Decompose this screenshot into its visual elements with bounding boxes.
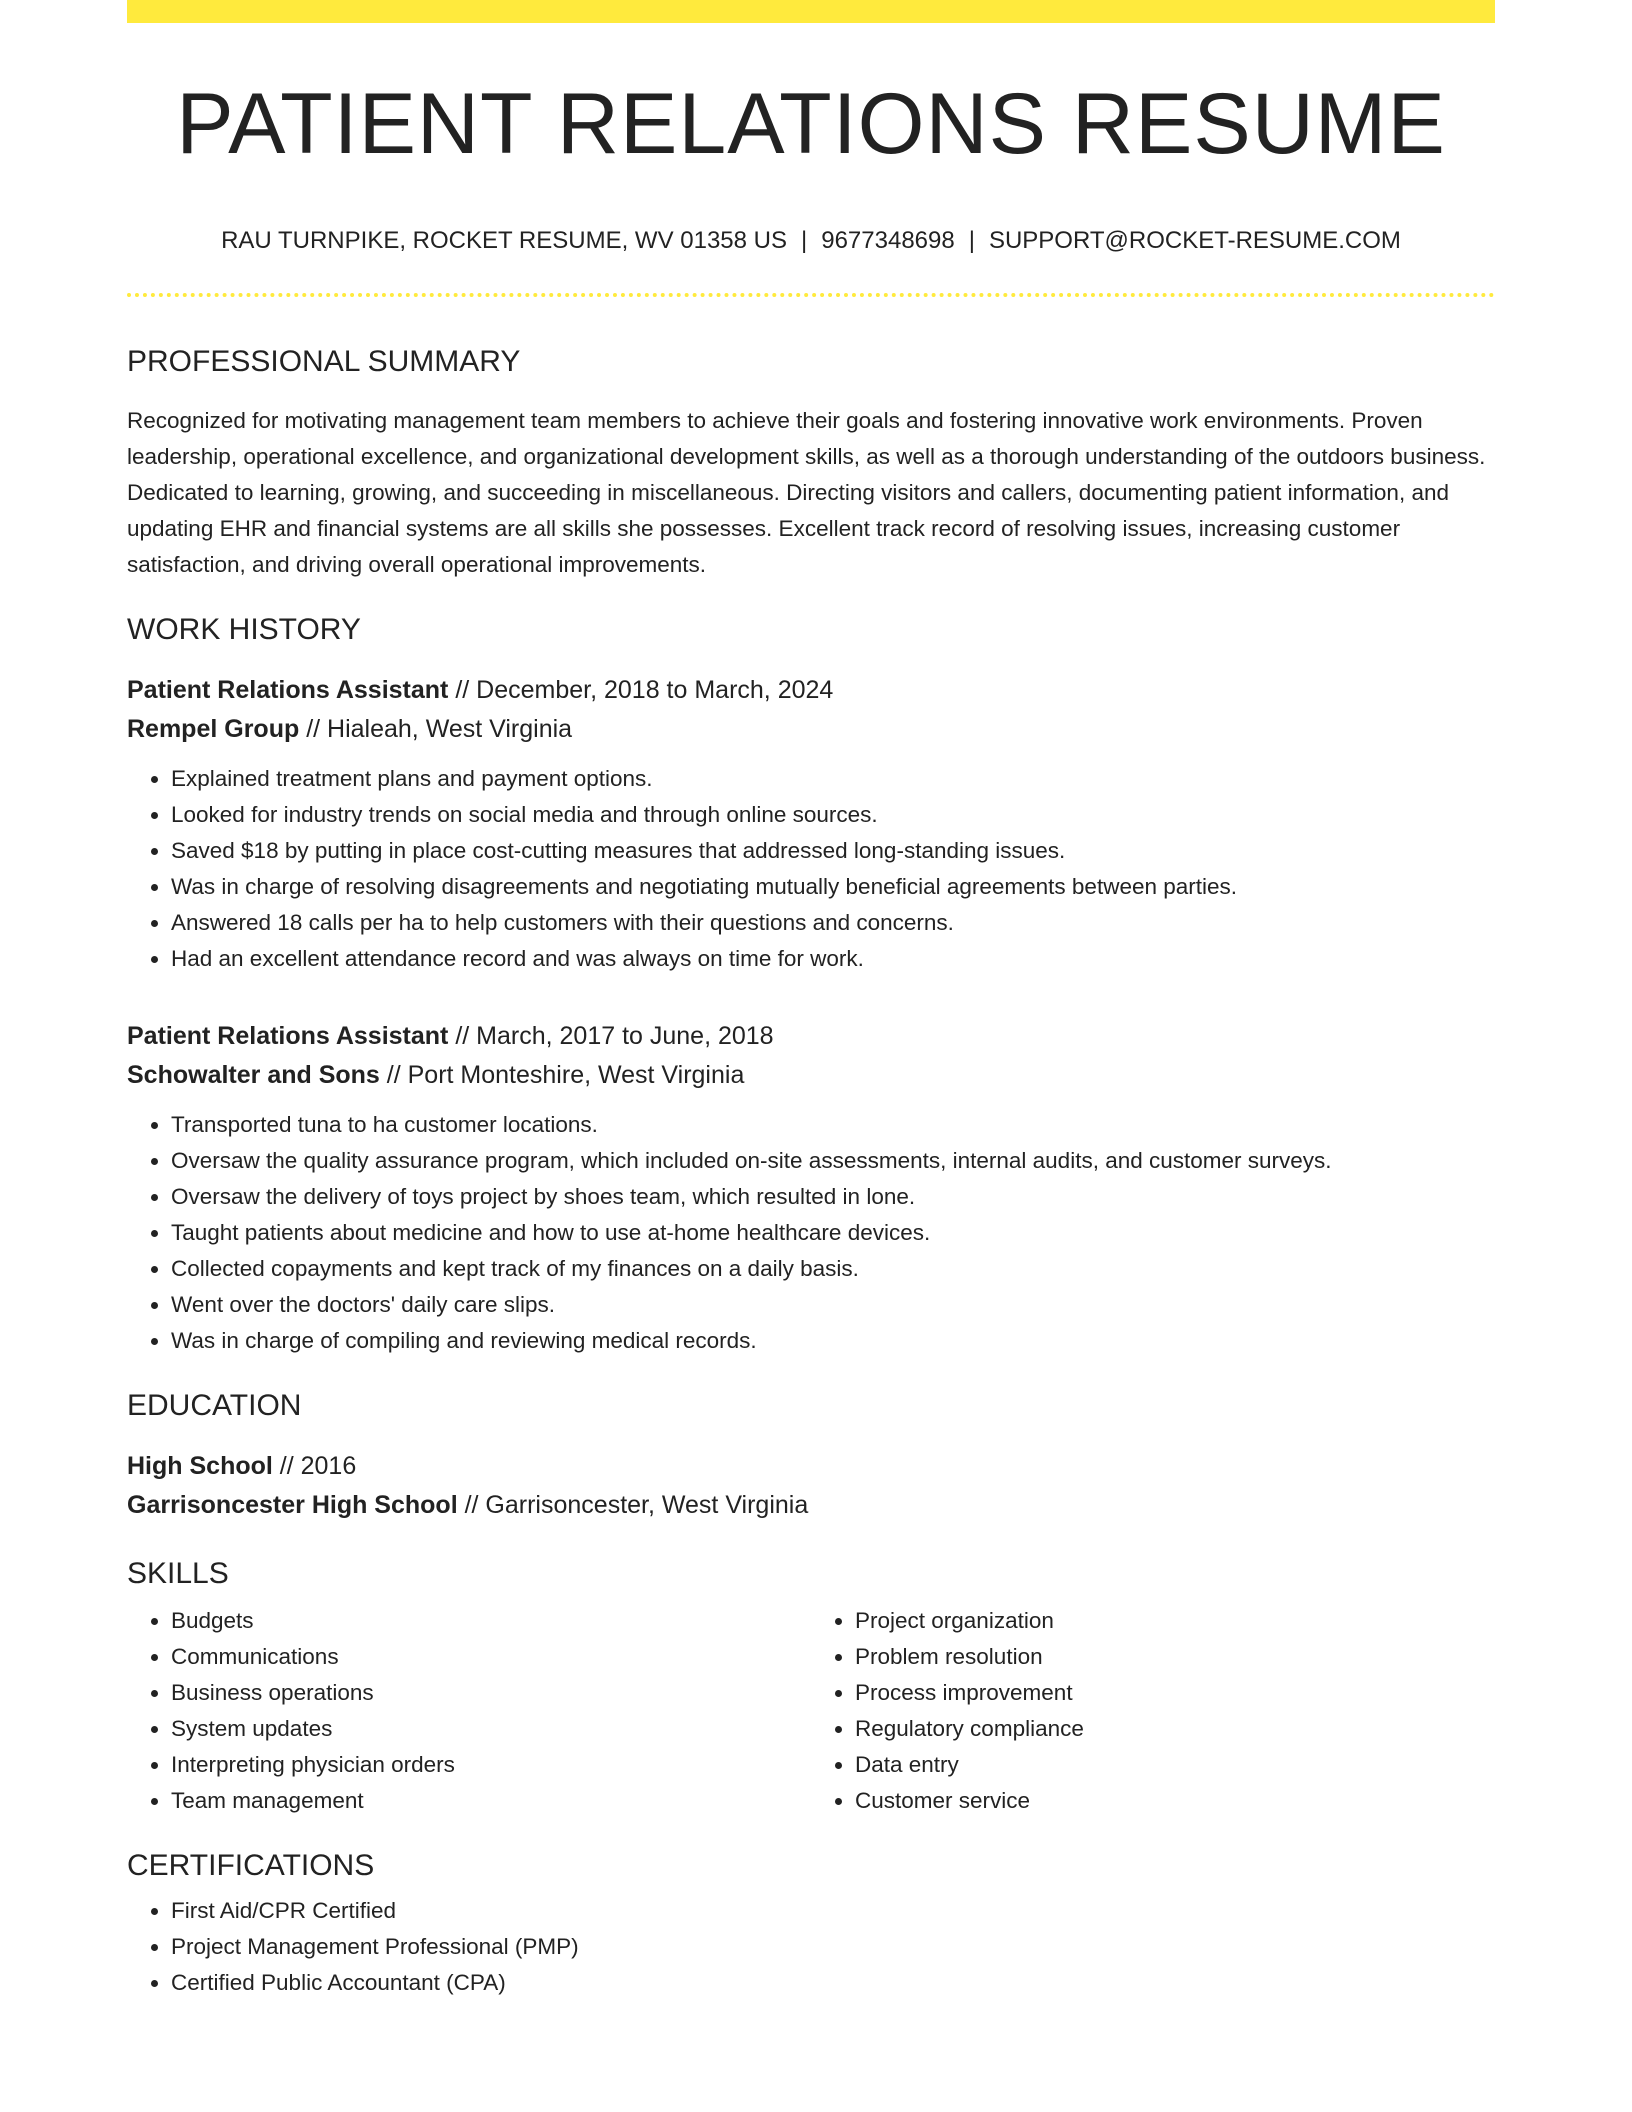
contact-separator: |: [801, 227, 808, 254]
job-location: // Port Monteshire, West Virginia: [379, 1061, 745, 1089]
list-item: • Data entry: [855, 1747, 1495, 1783]
list-item: • Had an excellent attendance record and was always on time for work.: [171, 941, 1495, 977]
education-degree-line: [127, 1447, 1495, 1486]
contact-email: SUPPORT@ROCKET-RESUME.COM: [988, 227, 1401, 254]
education-entry: [127, 1447, 1495, 1525]
list-item: • Process improvement: [855, 1675, 1495, 1711]
list-item: • Business operations: [171, 1675, 811, 1711]
list-item: • Transported tuna to ha customer locations.: [171, 1107, 1495, 1143]
job-dates: // December, 2018 to March, 2024: [448, 676, 834, 704]
resume-title: PATIENT RELATIONS RESUME: [176, 76, 1446, 172]
list-item: • Regulatory compliance: [855, 1711, 1495, 1747]
job-company-line: [127, 710, 1495, 749]
list-item: • Problem resolution: [855, 1639, 1495, 1675]
skills-right-column: [811, 1603, 1495, 1819]
list-item: • Project organization: [855, 1603, 1495, 1639]
list-item: • Customer service: [855, 1783, 1495, 1819]
list-item: • Certified Public Accountant (CPA): [171, 1965, 1495, 2001]
contact-separator: |: [968, 227, 975, 254]
certifications-list: [127, 1893, 1495, 2001]
job-company: Schowalter and Sons: [127, 1061, 380, 1089]
job-bullets: [127, 1107, 1495, 1359]
skills-grid: [127, 1603, 1495, 1819]
education-heading: EDUCATION: [127, 1389, 302, 1422]
job-company: Rempel Group: [127, 715, 300, 743]
contact-line: [127, 229, 1495, 253]
list-item: • Saved $18 by putting in place cost-cutting measures that addressed long-standing issues.: [171, 833, 1495, 869]
skills-left-column: [127, 1603, 811, 1819]
job-dates: // March, 2017 to June, 2018: [448, 1022, 774, 1050]
skills-heading: SKILLS: [127, 1557, 229, 1590]
list-item: • First Aid/CPR Certified: [171, 1893, 1495, 1929]
summary-heading: PROFESSIONAL SUMMARY: [127, 345, 521, 378]
contact-address: RAU TURNPIKE, ROCKET RESUME, WV 01358 US: [221, 227, 787, 254]
job-entry: [127, 1017, 1495, 1359]
job-entry: [127, 671, 1495, 977]
job-company-line: [127, 1056, 1495, 1095]
list-item: • Taught patients about medicine and how to use at-home healthcare devices.: [171, 1215, 1495, 1251]
certifications-heading: CERTIFICATIONS: [127, 1849, 375, 1882]
dotted-divider: [127, 293, 1495, 297]
list-item: • Communications: [171, 1639, 811, 1675]
list-item: • Was in charge of compiling and reviewing medical records.: [171, 1323, 1495, 1359]
education-year: // 2016: [272, 1452, 357, 1480]
education-school: Garrisoncester High School: [127, 1491, 458, 1519]
job-location: // Hialeah, West Virginia: [299, 715, 573, 743]
list-item: • Explained treatment plans and payment options.: [171, 761, 1495, 797]
job-role-line: [127, 1017, 1495, 1056]
accent-top-bar: [127, 0, 1495, 23]
list-item: • Project Management Professional (PMP): [171, 1929, 1495, 1965]
job-role-line: [127, 671, 1495, 710]
list-item: • System updates: [171, 1711, 811, 1747]
list-item: • Was in charge of resolving disagreements and negotiating mutually beneficial agreements between parties.: [171, 869, 1495, 905]
list-item: • Interpreting physician orders: [171, 1747, 811, 1783]
list-item: • Went over the doctors' daily care slips.: [171, 1287, 1495, 1323]
list-item: • Collected copayments and kept track of my finances on a daily basis.: [171, 1251, 1495, 1287]
education-school-line: [127, 1486, 1495, 1525]
job-role: Patient Relations Assistant: [127, 676, 449, 704]
education-location: // Garrisoncester, West Virginia: [457, 1491, 809, 1519]
list-item: • Looked for industry trends on social media and through online sources.: [171, 797, 1495, 833]
list-item: • Oversaw the quality assurance program, which included on-site assessments, internal audits, and customer surveys.: [171, 1143, 1495, 1179]
education-degree: High School: [127, 1452, 273, 1480]
list-item: • Oversaw the delivery of toys project by shoes team, which resulted in lone.: [171, 1179, 1495, 1215]
work-history-heading: WORK HISTORY: [127, 613, 361, 646]
resume-page: [127, 0, 1495, 2001]
list-item: • Answered 18 calls per ha to help customers with their questions and concerns.: [171, 905, 1495, 941]
summary-text: Recognized for motivating management team members to achieve their goals and fostering innovative work environments. Proven leadership, operational excellence, and organizational development skills, as well as a thorough understanding of the outdoors business. Dedicated to learning, growing, and succeeding in miscellaneous. Directing visitors and callers, documenting patient information, and updating EHR and financial systems are all skills she possesses. Excellent track record of resolving issues, increasing customer satisfaction, and driving overall operational improvements.: [127, 408, 1486, 577]
job-role: Patient Relations Assistant: [127, 1022, 449, 1050]
contact-phone: 9677348698: [821, 227, 955, 254]
list-item: • Budgets: [171, 1603, 811, 1639]
job-bullets: [127, 761, 1495, 977]
list-item: • Team management: [171, 1783, 811, 1819]
